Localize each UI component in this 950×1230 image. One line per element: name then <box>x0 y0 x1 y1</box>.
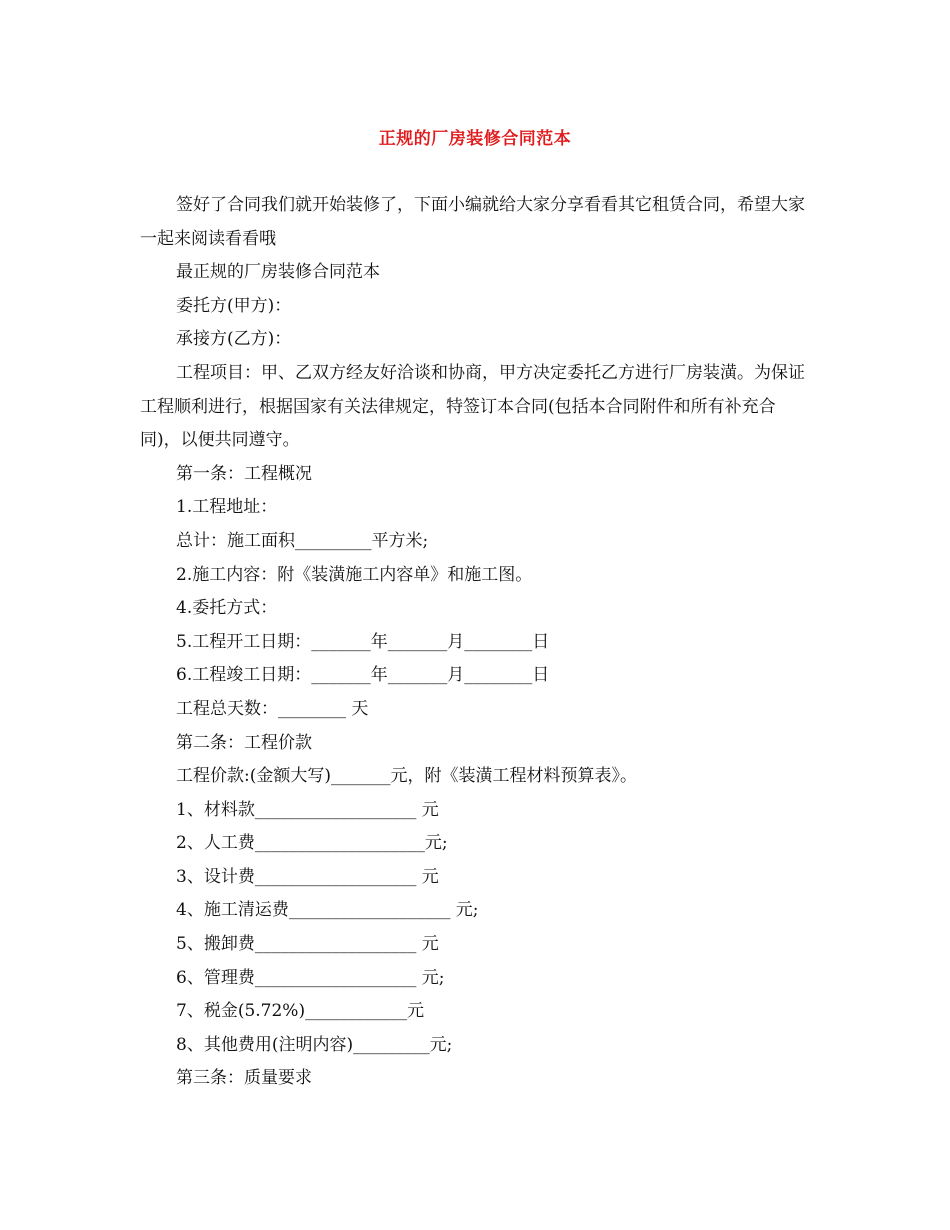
clause-line: 总计：施工面积_________平方米; <box>176 530 429 551</box>
fee-line: 2、人工费____________________元; <box>176 833 448 854</box>
document-body <box>140 189 815 1096</box>
clause-1-heading: 第一条：工程概况 <box>176 463 312 484</box>
clause-line: 5.工程开工日期：_______年_______月________日 <box>176 631 550 652</box>
clause-line: 工程价款:(金额大写)_______元，附《装潢工程材料预算表》。 <box>176 766 637 787</box>
clause-line: 4.委托方式： <box>176 598 278 619</box>
subtitle-line: 最正规的厂房装修合同范本 <box>176 262 380 283</box>
clause-3-heading: 第三条：质量要求 <box>176 1068 312 1089</box>
document-title: 正规的厂房装修合同范本 <box>378 129 572 149</box>
party-a-line: 委托方(甲方)： <box>176 295 292 316</box>
intro-paragraph: 签好了合同我们就开始装修了，下面小编就给大家分享看看其它租赁合同，希望大家一起来阅读看看哦 <box>140 195 805 249</box>
party-b-line: 承接方(乙方)： <box>176 329 292 350</box>
project-paragraph: 工程项目：甲、乙双方经友好洽谈和协商，甲方决定委托乙方进行厂房装潢。为保证工程顺利进行，根据国家有关法律规定，特签订本合同(包括本合同附件和所有补充合同)，以便共同遵守。 <box>140 362 805 451</box>
fee-line: 4、施工清运费___________________ 元; <box>176 900 479 921</box>
clause-line: 2.施工内容：附《装潢施工内容单》和施工图。 <box>176 564 533 585</box>
clause-line: 1.工程地址： <box>176 497 278 518</box>
fee-line: 7、税金(5.72%)____________元 <box>176 1001 425 1022</box>
clause-line: 工程总天数：________ 天 <box>176 698 369 719</box>
fee-line: 1、材料款___________________ 元 <box>176 799 439 820</box>
fee-line: 8、其他费用(注明内容)_________元; <box>176 1034 453 1055</box>
clause-2-heading: 第二条：工程价款 <box>176 732 312 753</box>
fee-line: 6、管理费___________________ 元; <box>176 967 445 988</box>
clause-line: 6.工程竣工日期：_______年_______月________日 <box>176 665 550 686</box>
fee-line: 3、设计费___________________ 元 <box>176 866 439 887</box>
fee-line: 5、搬卸费___________________ 元 <box>176 934 439 955</box>
